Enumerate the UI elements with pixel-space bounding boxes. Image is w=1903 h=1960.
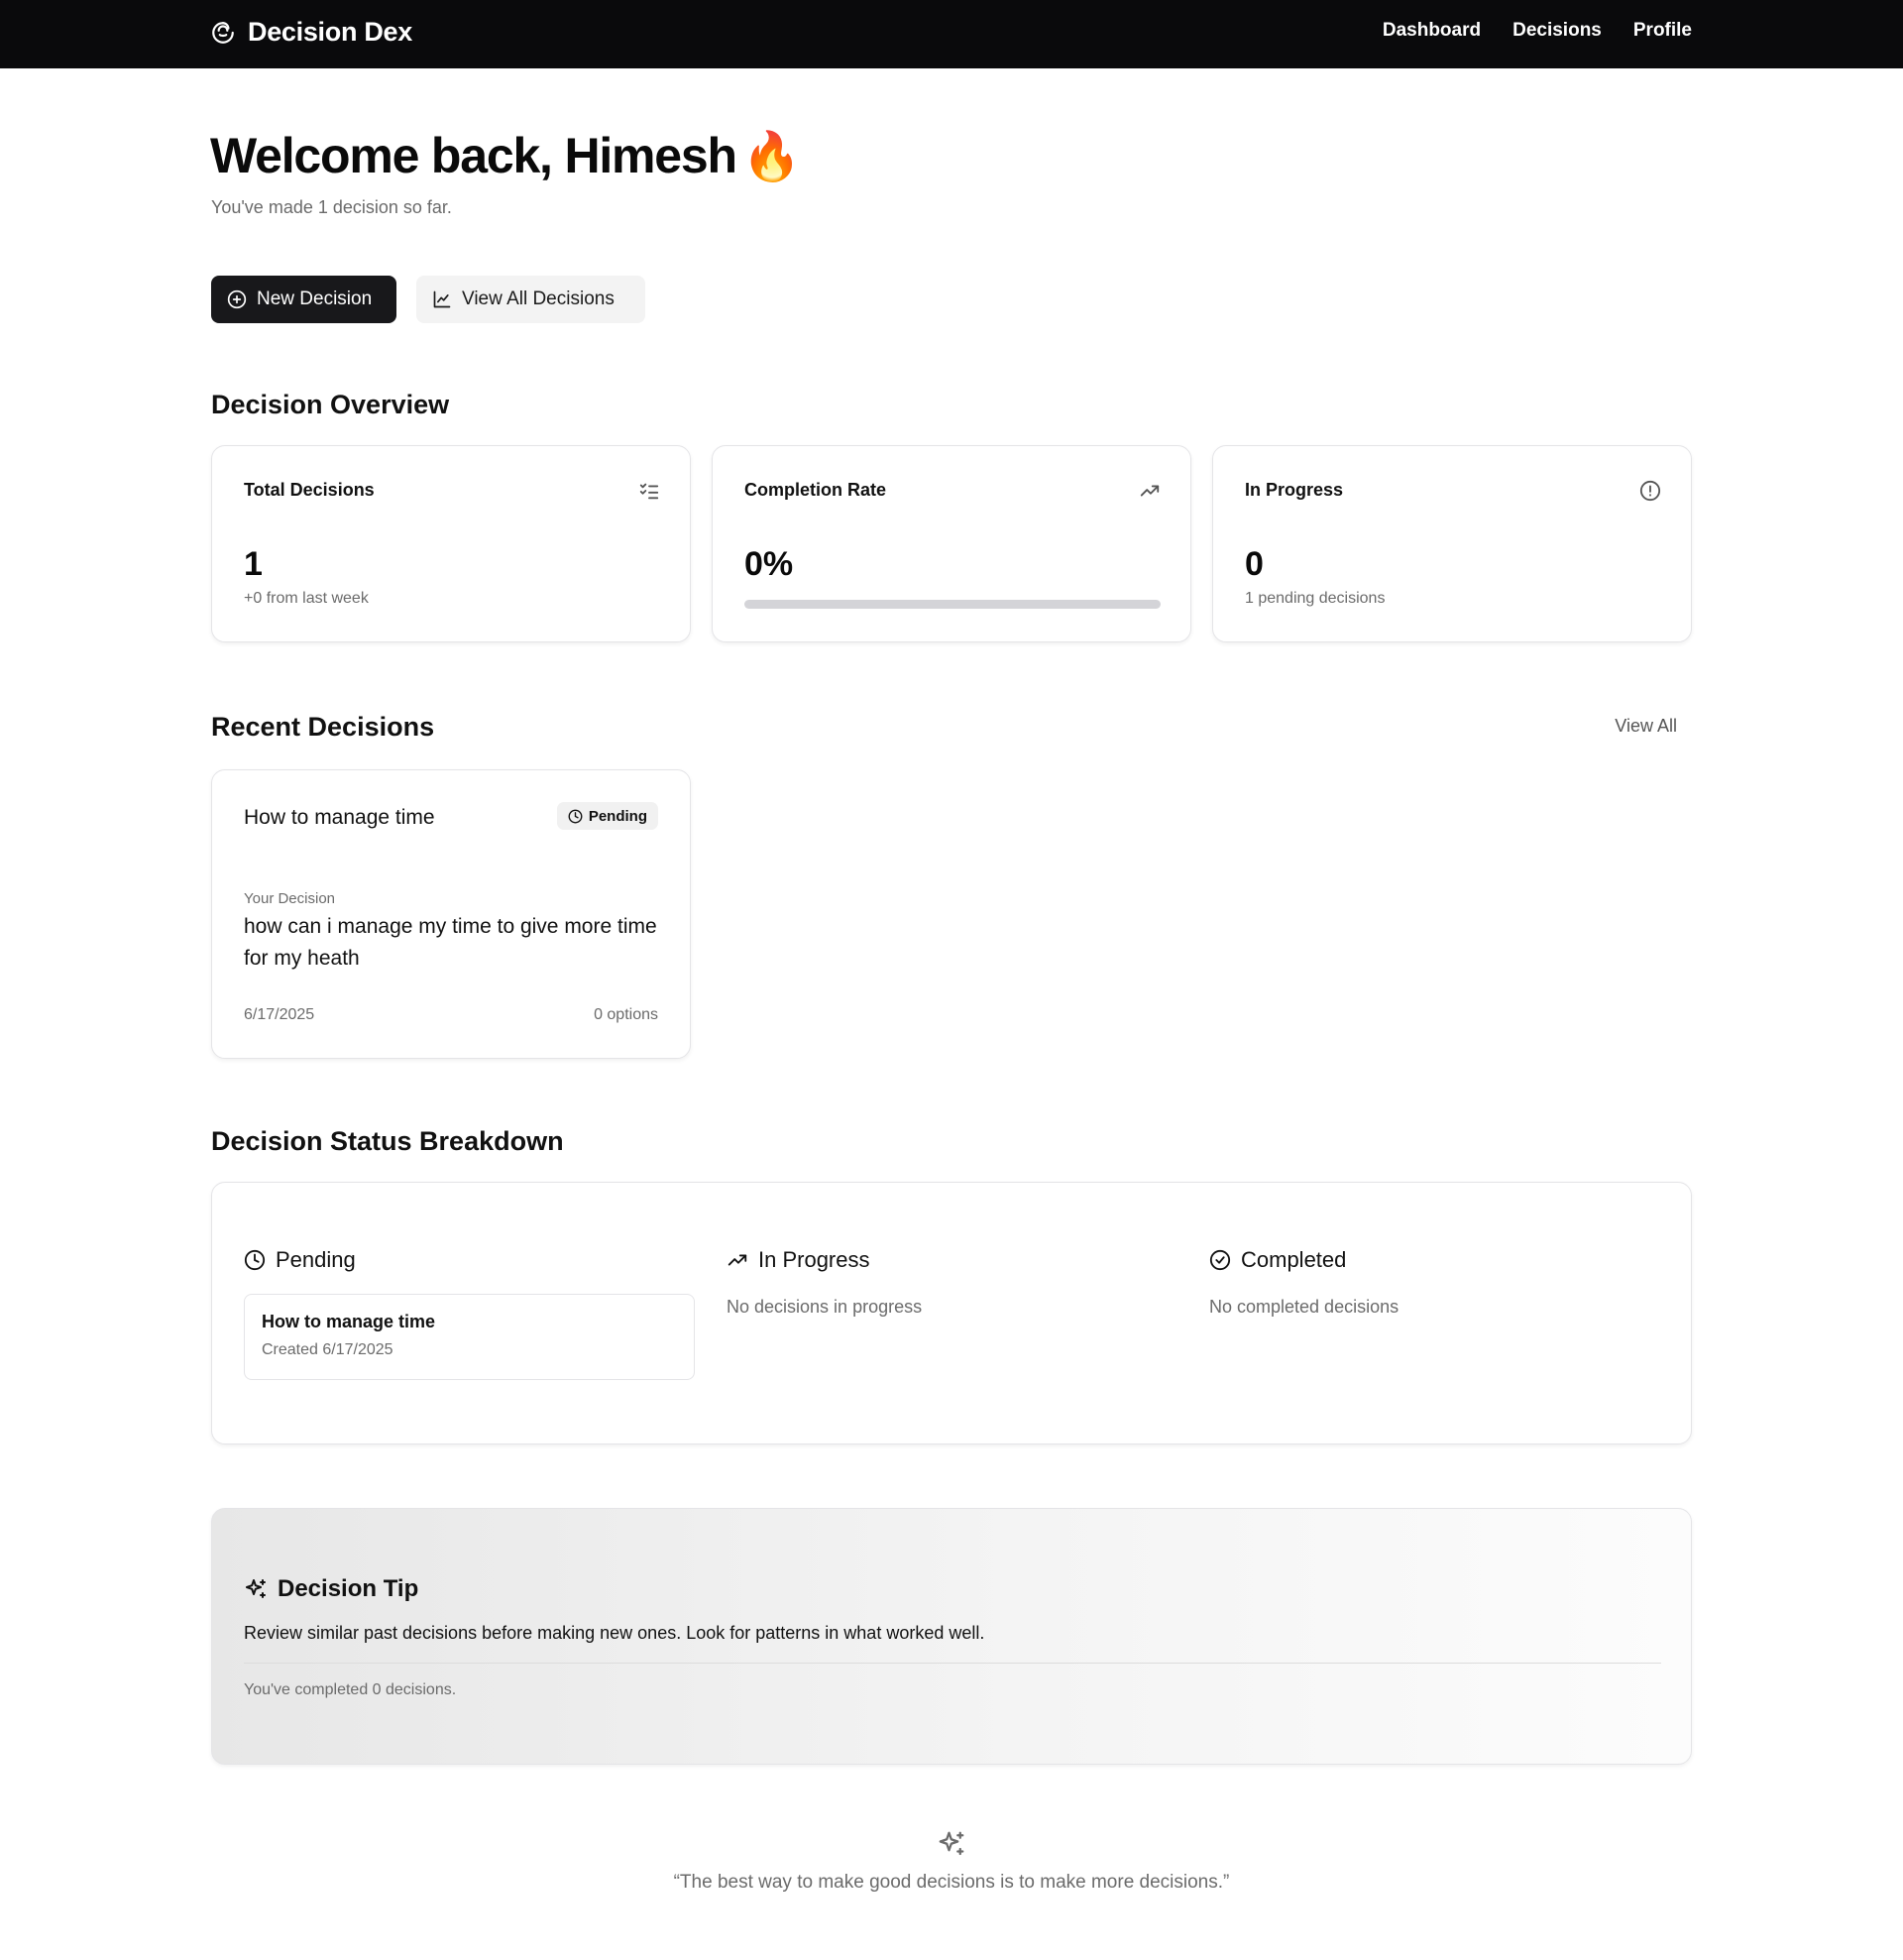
decision-date: 6/17/2025 bbox=[244, 1006, 315, 1023]
brain-logo-icon bbox=[210, 20, 236, 46]
plus-circle-icon bbox=[227, 289, 247, 309]
in-progress-column-label: In Progress bbox=[758, 1247, 870, 1272]
alert-circle-icon bbox=[1639, 480, 1661, 502]
tip-footer: You've completed 0 decisions. bbox=[244, 1681, 457, 1698]
tip-header bbox=[244, 1575, 418, 1603]
in-progress-value: 0 bbox=[1245, 545, 1264, 583]
view-all-decisions-label: View All Decisions bbox=[462, 288, 615, 309]
completion-rate-card bbox=[712, 445, 1191, 642]
in-progress-label: In Progress bbox=[1245, 480, 1344, 500]
welcome-subtitle: You've made 1 decision so far. bbox=[211, 197, 452, 217]
sparkles-icon bbox=[244, 1577, 268, 1601]
completion-progress-bar bbox=[744, 600, 1161, 609]
clock-icon bbox=[568, 809, 583, 824]
view-all-decisions-button[interactable] bbox=[416, 276, 645, 323]
pending-item-created: Created 6/17/2025 bbox=[262, 1341, 393, 1358]
recent-decisions-heading: Recent Decisions bbox=[211, 712, 435, 742]
total-decisions-value: 1 bbox=[244, 545, 263, 583]
decision-options-count: 0 options bbox=[594, 1006, 658, 1023]
status-badge bbox=[557, 802, 658, 830]
decision-tip-card bbox=[211, 1508, 1692, 1765]
nav-profile[interactable]: Profile bbox=[1632, 20, 1692, 41]
in-progress-column-header bbox=[727, 1247, 922, 1273]
status-breakdown-heading: Decision Status Breakdown bbox=[211, 1126, 564, 1156]
check-circle-icon bbox=[1209, 1249, 1231, 1271]
total-decisions-label: Total Decisions bbox=[244, 480, 375, 500]
completed-column bbox=[1209, 1247, 1399, 1318]
page-title bbox=[210, 127, 800, 184]
completion-rate-value: 0% bbox=[744, 545, 794, 583]
tip-text: Review similar past decisions before making new ones. Look for patterns in what worked well. bbox=[244, 1623, 985, 1643]
line-chart-icon bbox=[432, 289, 452, 309]
total-decisions-card bbox=[211, 445, 691, 642]
nav-dashboard[interactable]: Dashboard bbox=[1382, 20, 1482, 41]
status-badge-label: Pending bbox=[588, 807, 647, 825]
completed-column-header bbox=[1209, 1247, 1399, 1273]
list-checks-icon bbox=[638, 480, 660, 502]
app-title: Decision Dex bbox=[248, 17, 412, 47]
welcome-text: Welcome back, Himesh bbox=[210, 128, 736, 183]
fire-emoji: 🔥 bbox=[741, 130, 801, 183]
sparkles-icon bbox=[937, 1829, 966, 1859]
completed-column-label: Completed bbox=[1241, 1247, 1347, 1272]
completed-empty-text: No completed decisions bbox=[1209, 1297, 1399, 1317]
in-progress-column bbox=[727, 1247, 922, 1318]
overview-heading: Decision Overview bbox=[211, 390, 450, 419]
in-progress-empty-text: No decisions in progress bbox=[727, 1297, 923, 1317]
tip-divider bbox=[244, 1663, 1661, 1664]
clock-icon bbox=[244, 1249, 266, 1271]
in-progress-card bbox=[1212, 445, 1692, 642]
pending-decision-item[interactable] bbox=[244, 1294, 695, 1380]
view-all-link[interactable]: View All bbox=[1615, 716, 1677, 736]
main-nav bbox=[1383, 20, 1692, 42]
top-nav-bar bbox=[0, 0, 1903, 68]
trending-up-icon bbox=[1139, 480, 1161, 502]
recent-decision-card[interactable] bbox=[211, 769, 691, 1059]
new-decision-label: New Decision bbox=[257, 288, 373, 309]
in-progress-sub: 1 pending decisions bbox=[1245, 590, 1386, 607]
decision-text: how can i manage my time to give more time for my heath bbox=[244, 915, 657, 970]
footer-quote: “The best way to make good decisions is to make more decisions.” bbox=[673, 1872, 1230, 1893]
pending-item-title: How to manage time bbox=[262, 1312, 436, 1331]
tip-title: Decision Tip bbox=[278, 1575, 419, 1602]
nav-decisions[interactable]: Decisions bbox=[1512, 20, 1602, 41]
completion-rate-label: Completion Rate bbox=[744, 480, 887, 500]
brand[interactable] bbox=[210, 17, 412, 48]
pending-column bbox=[244, 1247, 356, 1273]
total-decisions-sub: +0 from last week bbox=[244, 590, 369, 607]
decision-title: How to manage time bbox=[244, 806, 435, 829]
decision-caption: Your Decision bbox=[244, 890, 335, 907]
trending-up-icon bbox=[727, 1249, 748, 1271]
pending-column-label: Pending bbox=[276, 1247, 356, 1272]
pending-column-header bbox=[244, 1247, 356, 1273]
new-decision-button[interactable] bbox=[211, 276, 396, 323]
